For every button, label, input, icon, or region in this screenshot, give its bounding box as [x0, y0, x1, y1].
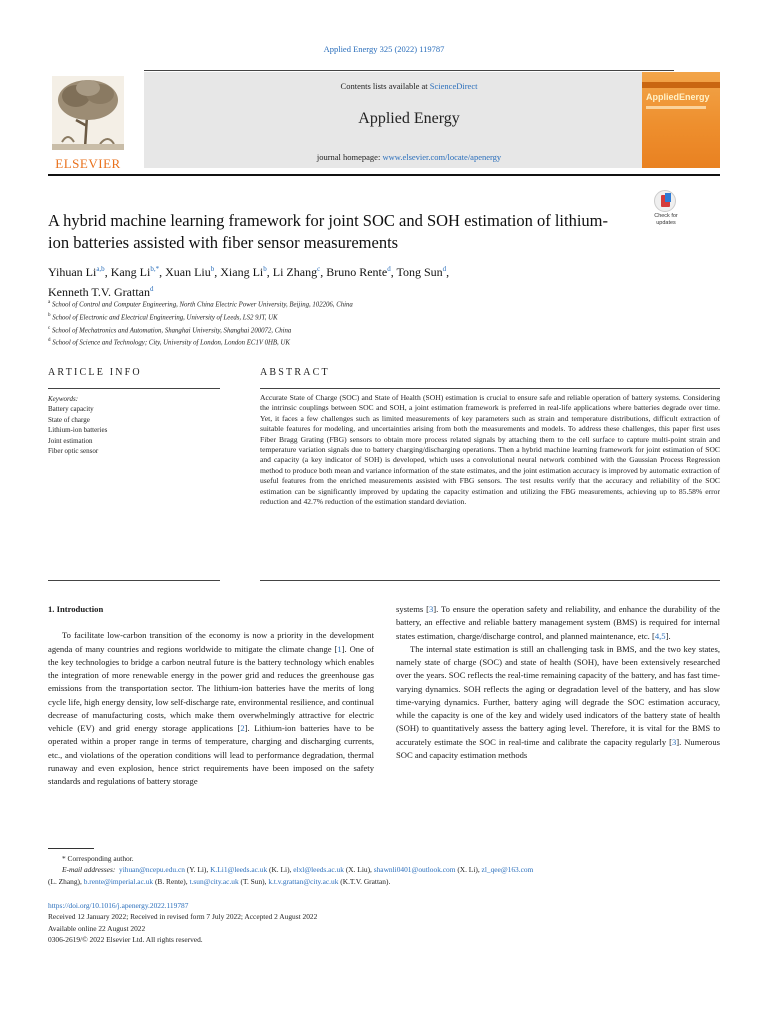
- journal-title: Applied Energy: [358, 110, 460, 127]
- author-separator: ,: [266, 265, 273, 279]
- elsevier-tree-icon: [52, 76, 124, 150]
- footnotes: [48, 853, 720, 887]
- affiliation-mark: b: [48, 312, 51, 318]
- article-metadata: [48, 900, 720, 946]
- article-info-bottom-rule: [48, 580, 220, 581]
- email-link[interactable]: shawnli0401@outlook.com: [373, 865, 456, 875]
- author-affiliation-mark[interactable]: a,b: [96, 265, 105, 273]
- author-name[interactable]: Xiang Li: [220, 265, 264, 279]
- crossmark-label-line1: Check for: [654, 213, 678, 219]
- affiliation-mark: a: [48, 300, 51, 305]
- cover-brand: [646, 92, 710, 102]
- sciencedirect-link[interactable]: ScienceDirect: [429, 81, 478, 91]
- paragraph-text: ].: [665, 630, 671, 641]
- author-name[interactable]: Yihuan Li: [48, 265, 97, 279]
- email-owner: (X. Li),: [455, 865, 482, 875]
- article-info-top-rule: [48, 388, 220, 389]
- citation-link[interactable]: 1: [337, 643, 342, 654]
- journal-masthead: [48, 70, 720, 174]
- author-separator: ,: [390, 265, 397, 279]
- email-owner: (Y. Li),: [184, 865, 211, 875]
- email-addresses-continued: [48, 876, 720, 887]
- keyword-item[interactable]: Joint estimation: [48, 436, 93, 445]
- author-affiliation-mark[interactable]: b: [263, 265, 267, 273]
- author-name[interactable]: Tong Sun: [396, 265, 443, 279]
- masthead-bottom-rule: [48, 174, 720, 176]
- citation-link[interactable]: 2: [240, 723, 245, 733]
- paragraph-text: ]. To ensure the operation safety and reliability, and enhance the durability of the battery, an effective and reliable battery management system (BMS) is required for internal states estimation, charge/discharge control, and planned maintenance, etc. [: [396, 604, 720, 641]
- journal-cover-thumbnail[interactable]: [642, 72, 720, 168]
- email-link[interactable]: zl_qee@163.com: [481, 865, 534, 875]
- email-link[interactable]: elxl@leeds.ac.uk: [293, 865, 344, 875]
- author-affiliation-mark[interactable]: d: [387, 265, 391, 273]
- paragraph-text: systems [: [396, 604, 429, 614]
- affiliation-item: [48, 311, 688, 324]
- affiliation-item: [48, 336, 688, 349]
- cover-brand-a: Applied: [646, 92, 679, 102]
- paragraph-text: To facilitate low-carbon transition of the economy is now a priority in the development agenda of many countries and regions worldwide to mitigate the climate change [: [48, 630, 374, 654]
- contents-prefix: Contents lists available at: [340, 81, 430, 91]
- email-owner: (B. Rente),: [153, 876, 190, 886]
- paragraph-text: ]. Numerous SOC and capacity estimation methods: [396, 736, 720, 760]
- homepage-link[interactable]: www.elsevier.com/locate/apenergy: [382, 152, 502, 162]
- cover-band: [642, 82, 720, 88]
- affiliation-text: School of Science and Technology; City, University of London, London EC1V 0HB, UK: [52, 339, 290, 347]
- paragraph-text: The internal state estimation is still an challenging task in BMS, and the two key states, namely state of charge (SOC) and state of health (SOH), have been extensively researched over the years. SOC reflects the real-time remaining capacity of the battery, and has fast time-varying dynamics. SOH reflects the aging or degradation level of the battery, and has slow time-varying dynamics. Further, battery aging will degrade the SOC estimation accuracy, while the capacity is one of the key and widely used indicators of the battery state of health (SOH) to quantitatively assess the battery aging level. Therefore, it is vital for the BMS to accurately estimate the SOC in real-time and calibrate the capacity regularly [: [396, 643, 720, 747]
- available-online: Available online 22 August 2022: [48, 923, 146, 933]
- masthead-top-rule: [144, 70, 674, 71]
- author-affiliation-mark[interactable]: d: [442, 265, 447, 273]
- author-name[interactable]: Kenneth T.V. Grattan: [48, 285, 150, 299]
- author-separator: ,: [159, 265, 166, 279]
- received-dates: Received 12 January 2022; Received in revised form 7 July 2022; Accepted 2 August 2022: [48, 912, 318, 922]
- crossmark-label-line2: updates: [656, 219, 676, 226]
- email-link[interactable]: yihuan@ncepu.edu.cn: [119, 865, 185, 875]
- author-affiliation-mark[interactable]: d: [149, 285, 154, 293]
- email-owner: (T. Sun),: [238, 876, 269, 886]
- affiliation-mark: c: [48, 325, 51, 331]
- author-separator: ,: [320, 265, 327, 279]
- doi-link[interactable]: https://doi.org/10.1016/j.apenergy.2022.119787: [48, 901, 189, 910]
- journal-reference-link[interactable]: Applied Energy 325 (2022) 119787: [323, 44, 445, 54]
- masthead-banner: [144, 72, 674, 168]
- author-name[interactable]: Li Zhang: [272, 265, 318, 279]
- author-separator: ,: [214, 265, 221, 279]
- paragraph-text: ]. One of the key technologies to bridge a carbon neutral future is the battery technology which enables the integration of more renewable energy in the power grid and reduces the greenhouse gas emissions from the transportation sector. The lithium-ion batteries have the merits of long cycle life, high energy density, low self-discharge rate, environmental resilience, and continual decrease of manufacturing costs, which make them overwhelmingly attractive for electric vehicle (EV) and grid energy storage applications [: [48, 643, 374, 733]
- email-owner: (K. Li),: [267, 865, 294, 875]
- copyright-notice: 0306-2619/© 2022 Elsevier Ltd. All rights reserved.: [48, 935, 203, 945]
- cover-subline: [646, 106, 706, 109]
- body-column-left: [48, 603, 374, 788]
- keyword-item[interactable]: State of charge: [48, 415, 90, 424]
- cover-brand-b: Energy: [679, 92, 710, 102]
- abstract-text: Accurate State of Charge (SOC) and State of Health (SOH) estimation is crucial to ensure safe and reliable operation of battery systems. Considering the intrinsic couplings between SOC and SOH, a joint estimation framework is preferred in real-life applications where batteries degrade over time. Yet, it faces a few challenges such as limited measurements of key parameters such as strain and temperature distributions, difficult extraction of suitable features for modeling, and uncertainties arising from both the measurements and models. To address these challenges, this paper first uses Fiber Bragg Grating (FBG) sensors to obtain more process related signals by attaching them to the cell surface to capture multi-point strain and temperature variation signals due to battery charging/discharging operations. Then a hybrid machine learning framework for joint estimation of SOC and capacity (a key indicator of SOH) is developed, which uses a convolutional neural network combined with the Gaussian Process Regression method to produce both mean and variance information of the state estimates, and the joint estimation accuracy is improved by automatic extraction of useful features from the enriched measurements assisted with FBG sensors. The test results verify that the accuracy and reliability of the SOC estimation can be significantly improved by updating the capacity estimation and utilizing the FBG measurements, achieving up to 85.58% error reduction and 42.7% reduction of the estimation standard deviation.: [260, 393, 720, 507]
- author-name[interactable]: Xuan Liu: [165, 265, 211, 279]
- email-link[interactable]: b.rente@imperial.ac.uk: [83, 876, 154, 886]
- homepage-line: [144, 152, 674, 162]
- intro-paragraph-1: [48, 629, 374, 788]
- email-owner: (X. Liu),: [343, 865, 374, 875]
- corresponding-author-note: * Corresponding author.: [62, 854, 134, 863]
- elsevier-logo[interactable]: [48, 76, 128, 170]
- affiliation-list: [48, 298, 688, 349]
- citation-link[interactable]: 4,5: [654, 630, 666, 641]
- affiliation-text: School of Electronic and Electrical Engineering, University of Leeds, LS2 9JT, UK: [52, 314, 278, 322]
- article-info-heading: ARTICLE INFO: [48, 367, 142, 378]
- crossmark-icon-blue: [665, 193, 671, 202]
- email-owner: (K.T.V. Grattan).: [338, 876, 391, 886]
- keyword-item[interactable]: Battery capacity: [48, 405, 94, 414]
- email-label: E-mail addresses:: [62, 865, 116, 875]
- crossmark-label: [644, 213, 688, 226]
- author-affiliation-mark[interactable]: c: [317, 265, 321, 273]
- citation-link[interactable]: 3: [671, 736, 677, 747]
- email-addresses: [48, 864, 720, 875]
- author-separator: ,: [446, 265, 450, 279]
- keyword-item[interactable]: Lithium-ion batteries: [48, 426, 108, 435]
- elsevier-wordmark: ELSEVIER: [55, 156, 121, 171]
- body-column-right: [396, 603, 720, 762]
- email-link[interactable]: t.sun@city.ac.uk: [189, 876, 239, 886]
- affiliation-item: [48, 298, 688, 311]
- section-heading-introduction: 1. Introduction: [48, 604, 104, 614]
- paragraph-text: ]. Lithium-ion batteries have to be operated within a proper range in terms of temperature, charging and discharging currents, etc., and violations of the operation conditions will lead to performance degradation, thermal runaway and even explosion, hence strict requirements have been imposed on the safety standards and regulations of battery storage: [48, 723, 374, 786]
- abstract-top-rule: [260, 388, 720, 389]
- affiliation-item: [48, 324, 688, 337]
- author-affiliation-mark[interactable]: b: [210, 265, 215, 273]
- intro-paragraph-1-continued: [396, 603, 720, 643]
- keywords-block: [48, 394, 220, 456]
- author-name[interactable]: Kang Li: [110, 265, 151, 279]
- homepage-prefix: journal homepage:: [316, 152, 383, 162]
- email-link[interactable]: k.t.v.grattan@city.ac.uk: [268, 876, 339, 886]
- crossmark-badge[interactable]: [644, 190, 688, 230]
- email-link[interactable]: K.Li1@leeds.ac.uk: [210, 865, 268, 875]
- author-affiliation-mark[interactable]: b,*: [150, 265, 160, 273]
- article-title: A hybrid machine learning framework for joint SOC and SOH estimation of lithium-ion batteries assisted with fiber sensor measurements: [48, 211, 608, 252]
- intro-paragraph-2: [396, 643, 720, 762]
- affiliation-text: School of Control and Computer Engineering, North China Electric Power University, Beijing, 102206, China: [51, 301, 353, 309]
- footnote-rule: [48, 848, 94, 849]
- affiliation-text: School of Mechatronics and Automation, Shanghai University, Shanghai 200072, China: [51, 326, 292, 334]
- author-separator: ,: [104, 265, 111, 279]
- abstract-bottom-rule: [260, 580, 720, 581]
- contents-line: [144, 81, 674, 91]
- citation-link[interactable]: 3: [428, 604, 434, 614]
- author-name[interactable]: Bruno Rente: [326, 265, 388, 279]
- keywords-label: Keywords:: [48, 395, 79, 403]
- crossmark-icon: [654, 190, 676, 212]
- email-owner: (L. Zhang),: [48, 876, 84, 886]
- keyword-item[interactable]: Fiber optic sensor: [48, 447, 99, 456]
- author-list: [48, 261, 668, 301]
- abstract-heading: ABSTRACT: [260, 367, 330, 378]
- affiliation-mark: d: [48, 338, 51, 344]
